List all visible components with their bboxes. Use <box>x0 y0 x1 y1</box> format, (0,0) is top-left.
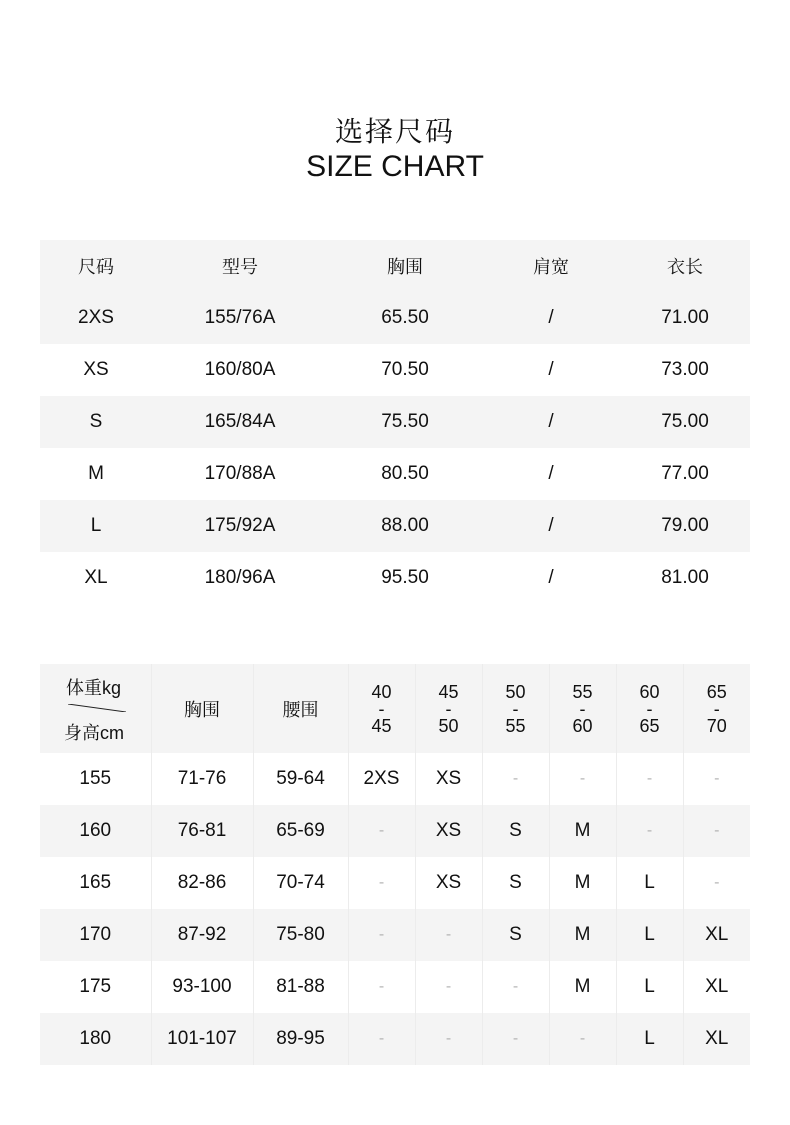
table-cell: - <box>415 909 482 961</box>
table-cell: - <box>415 961 482 1013</box>
table-cell: 70-74 <box>253 857 348 909</box>
height-cell: 170 <box>79 924 112 945</box>
table-cell: L <box>90 515 102 536</box>
page-title-en: SIZE CHART <box>306 150 484 183</box>
table-cell: / <box>548 567 554 588</box>
table-cell: XS <box>415 753 482 805</box>
table-cell: / <box>548 515 554 536</box>
table-row <box>40 805 750 857</box>
page-title-cn: 选择尺码 <box>334 116 455 147</box>
size-recommendation-table <box>40 664 750 1065</box>
table-cell: XL <box>683 961 750 1013</box>
table-header-row <box>40 664 750 753</box>
table-cell: - <box>683 805 750 857</box>
table-cell: - <box>415 1013 482 1065</box>
table-cell: M <box>549 909 616 961</box>
table-cell: - <box>348 1013 415 1065</box>
table-cell: M <box>549 857 616 909</box>
table-cell: 71.00 <box>661 307 709 328</box>
table-cell: S <box>89 411 103 432</box>
table-cell: 180/96A <box>204 567 276 588</box>
header-chest: 胸围 <box>387 257 423 277</box>
table-cell: 80.50 <box>381 463 429 484</box>
table-cell: XL <box>683 909 750 961</box>
header-model: 型号 <box>222 257 258 277</box>
table-cell: L <box>616 909 683 961</box>
table-cell: / <box>548 463 554 484</box>
table-cell: 101-107 <box>151 1013 253 1065</box>
height-cell: 160 <box>79 820 112 841</box>
height-cell: 155 <box>79 768 112 789</box>
table-cell: XS <box>83 359 109 380</box>
table-cell: - <box>683 753 750 805</box>
table-cell: 89-95 <box>253 1013 348 1065</box>
height-label: 身高cm <box>64 723 124 743</box>
table-row <box>40 857 750 909</box>
table-cell: - <box>482 753 549 805</box>
weight-range-header: 50 - 55 <box>482 664 549 753</box>
table-cell: 79.00 <box>661 515 709 536</box>
table-cell: 88.00 <box>381 515 429 536</box>
table-cell: 95.50 <box>381 567 429 588</box>
table-row <box>40 292 750 344</box>
table-cell: L <box>616 961 683 1013</box>
table-cell: L <box>616 1013 683 1065</box>
table-cell: - <box>616 805 683 857</box>
table-cell: - <box>683 857 750 909</box>
table-cell: XL <box>84 567 108 588</box>
table-cell: - <box>482 1013 549 1065</box>
table-row <box>40 448 750 500</box>
table-cell: - <box>348 857 415 909</box>
table-cell: 93-100 <box>151 961 253 1013</box>
table-cell: 71-76 <box>151 753 253 805</box>
header-shoulder: 肩宽 <box>533 257 569 277</box>
size-spec-table <box>40 240 750 604</box>
table-cell: / <box>548 307 554 328</box>
weight-range-header: 45 - 50 <box>415 664 482 753</box>
table-cell: S <box>482 909 549 961</box>
corner-header <box>40 664 151 753</box>
table-cell: L <box>616 857 683 909</box>
table-cell: 81.00 <box>661 567 709 588</box>
table-cell: - <box>549 1013 616 1065</box>
weight-label: 体重kg <box>66 678 122 698</box>
table-cell: 87-92 <box>151 909 253 961</box>
table-cell: - <box>348 909 415 961</box>
table-cell: XS <box>415 857 482 909</box>
weight-range-header: 65 - 70 <box>683 664 750 753</box>
weight-range-header: 60 - 65 <box>616 664 683 753</box>
table-cell: 73.00 <box>661 359 709 380</box>
table-row <box>40 961 750 1013</box>
table-row <box>40 753 750 805</box>
table-cell: M <box>88 463 104 484</box>
table-cell: 65-69 <box>253 805 348 857</box>
table-cell: 75.50 <box>381 411 429 432</box>
table-row <box>40 909 750 961</box>
table-cell: 155/76A <box>204 307 276 328</box>
header-chest: 胸围 <box>151 664 253 753</box>
diagonal-divider <box>68 704 126 712</box>
table-cell: - <box>549 753 616 805</box>
table-cell: / <box>548 359 554 380</box>
table-row <box>40 500 750 552</box>
table-cell: 76-81 <box>151 805 253 857</box>
table-cell: 75.00 <box>661 411 709 432</box>
table-row <box>40 1013 750 1065</box>
table-cell: 170/88A <box>204 463 276 484</box>
table-cell: M <box>549 961 616 1013</box>
table-cell: 77.00 <box>661 463 709 484</box>
header-size: 尺码 <box>78 257 114 277</box>
table-cell: S <box>482 857 549 909</box>
table-cell: M <box>549 805 616 857</box>
table-cell: - <box>616 753 683 805</box>
table-cell: S <box>482 805 549 857</box>
table-cell: 82-86 <box>151 857 253 909</box>
table-cell: - <box>482 961 549 1013</box>
table-header-row <box>40 240 750 292</box>
table-cell: - <box>348 805 415 857</box>
header-waist: 腰围 <box>253 664 348 753</box>
table-cell: 65.50 <box>381 307 429 328</box>
table-cell: 81-88 <box>253 961 348 1013</box>
table-cell: 175/92A <box>204 515 276 536</box>
weight-range-header: 55 - 60 <box>549 664 616 753</box>
table-cell: - <box>348 961 415 1013</box>
table-cell: 165/84A <box>204 411 276 432</box>
height-cell: 175 <box>79 976 112 997</box>
table-cell: 75-80 <box>253 909 348 961</box>
table-row <box>40 552 750 604</box>
height-cell: 180 <box>79 1028 112 1049</box>
table-cell: XL <box>683 1013 750 1065</box>
table-row <box>40 344 750 396</box>
table-cell: XS <box>415 805 482 857</box>
weight-range-header: 40 - 45 <box>348 664 415 753</box>
table-cell: 2XS <box>78 307 114 328</box>
table-row <box>40 396 750 448</box>
table-cell: 59-64 <box>253 753 348 805</box>
table-cell: / <box>548 411 554 432</box>
table-cell: 2XS <box>348 753 415 805</box>
header-length: 衣长 <box>667 257 703 277</box>
table-cell: 70.50 <box>381 359 429 380</box>
table-cell: 160/80A <box>204 359 276 380</box>
height-cell: 165 <box>79 872 112 893</box>
